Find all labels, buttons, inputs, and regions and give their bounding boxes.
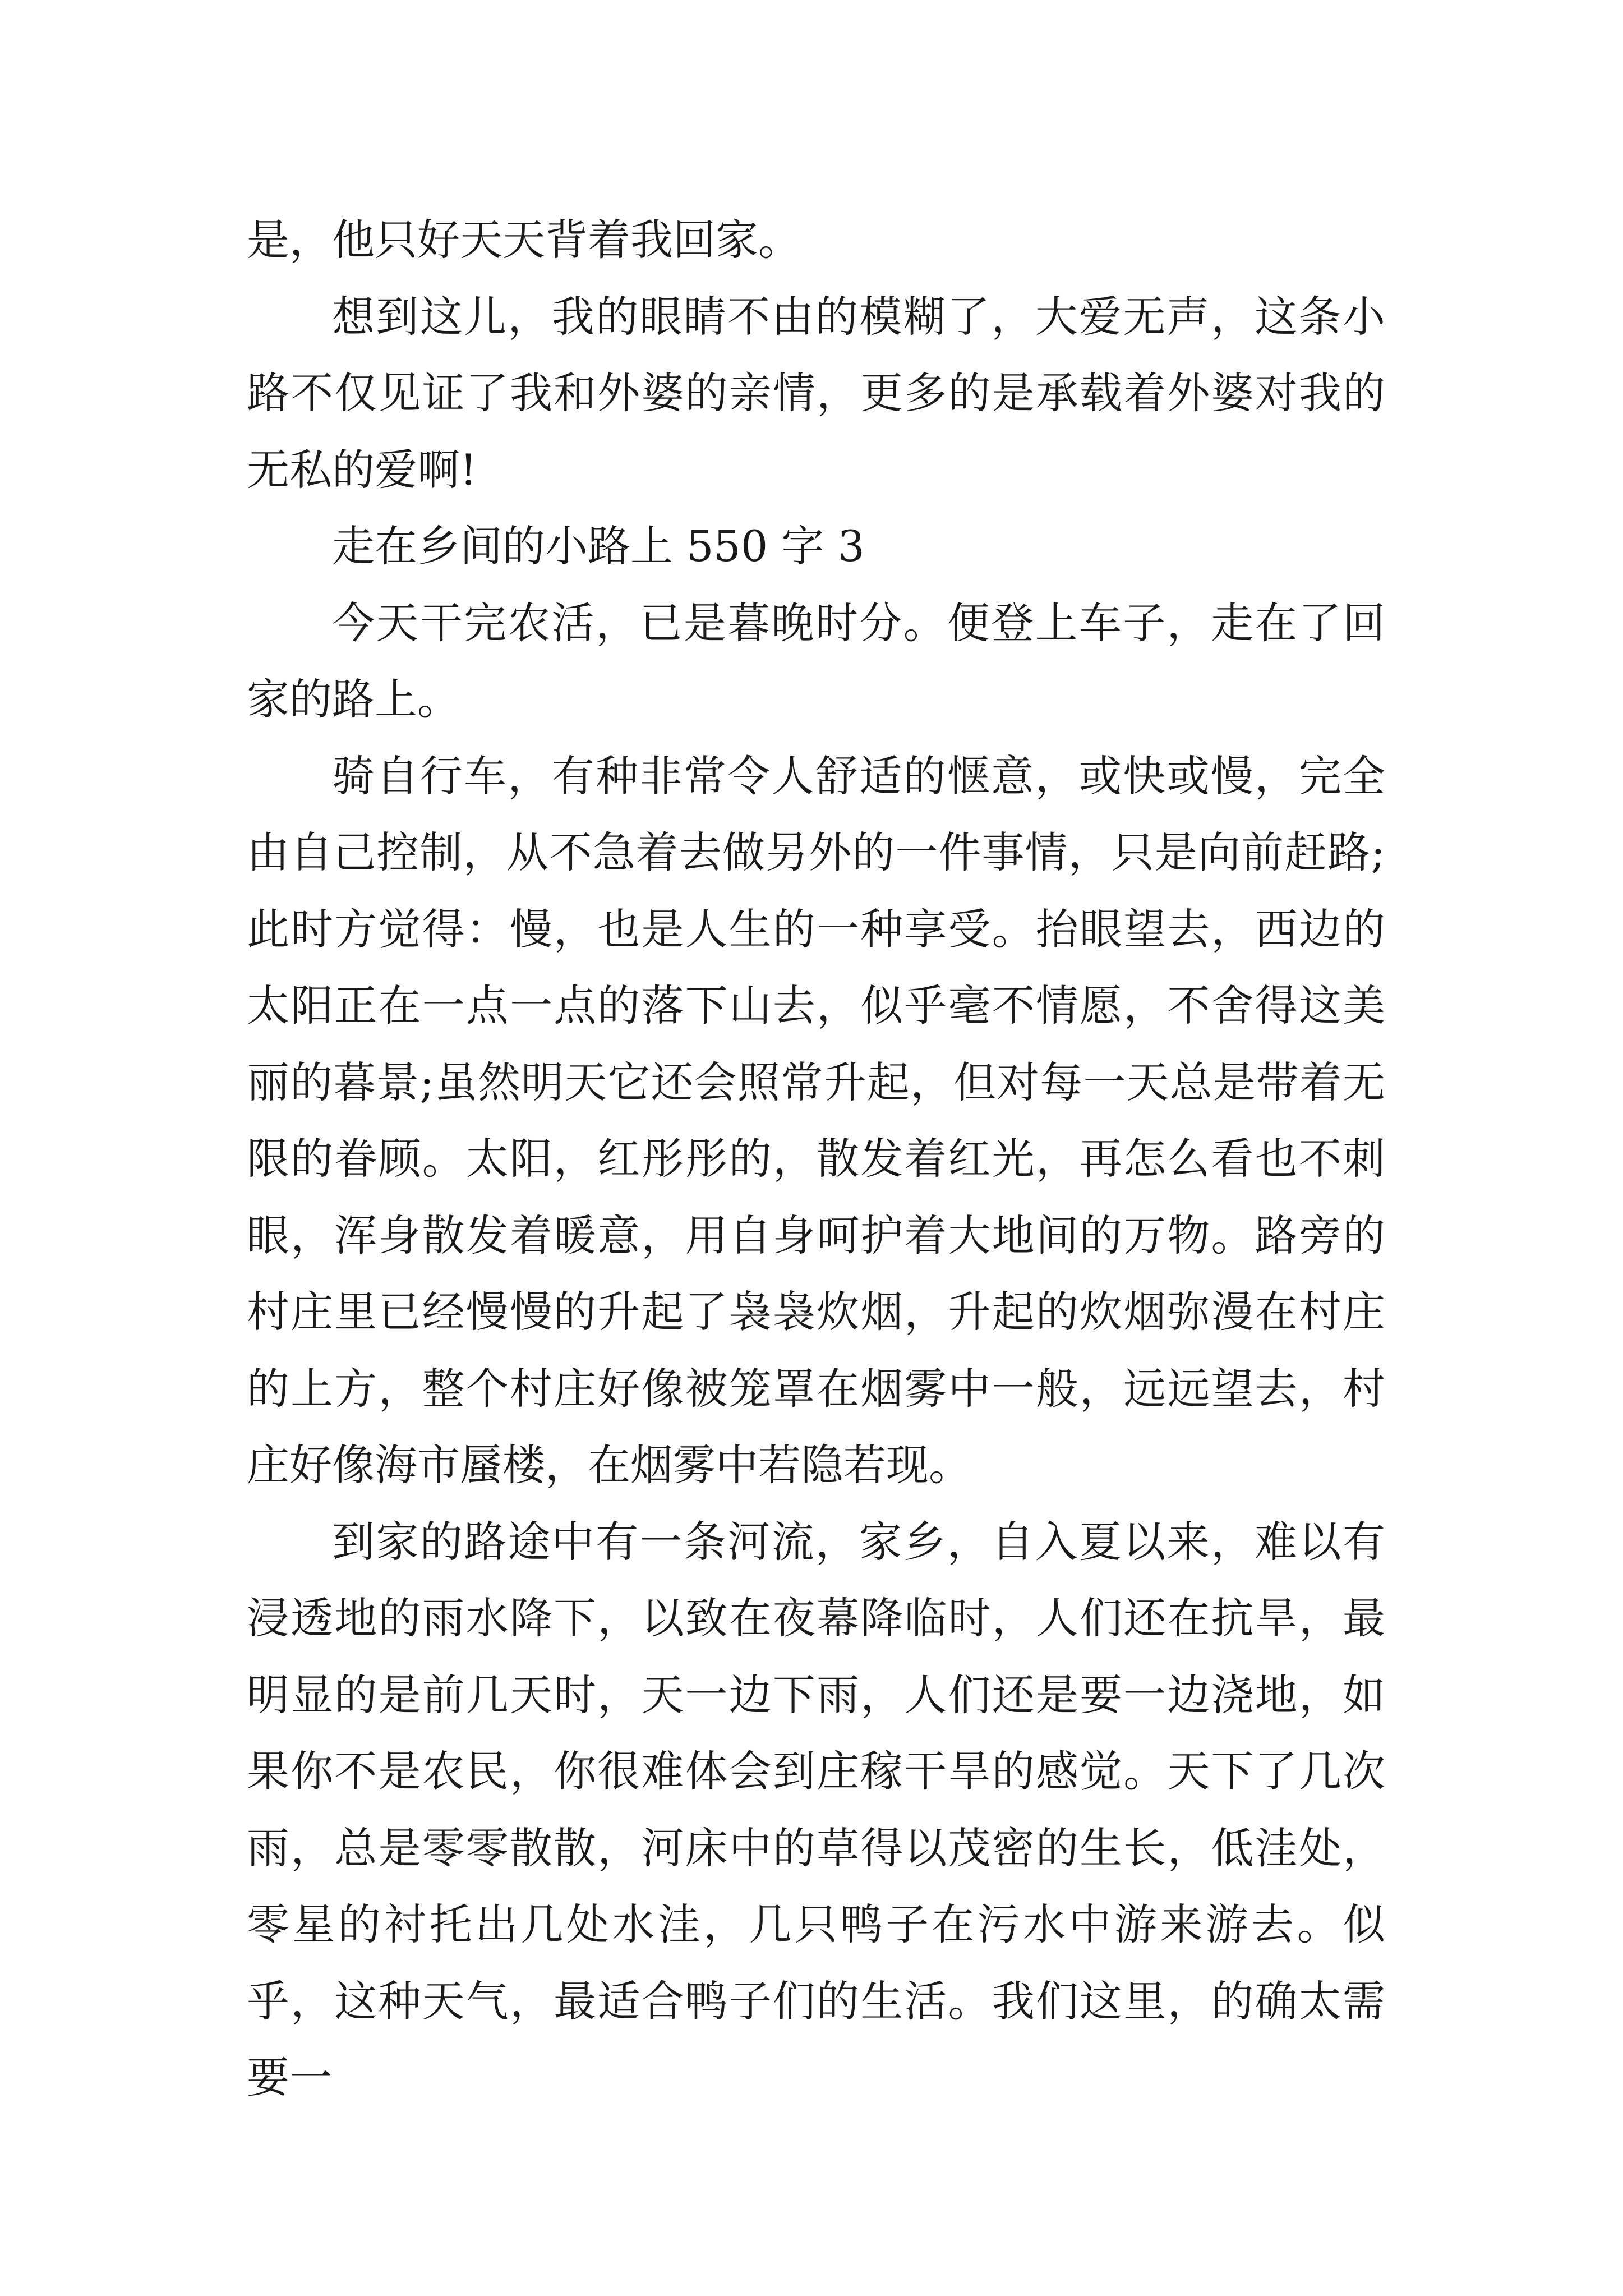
paragraph-evening: 今天干完农活，已是暮晚时分。便登上车子，走在了回家的路上。	[247, 597, 1385, 724]
paragraph-bicycle: 骑自行车，有种非常令人舒适的惬意，或快或慢，完全由自己控制，从不急着去做另外的一件事情，只是向前赶路;此时方觉得：慢，也是人生的一种享受。抬眼望去，西边的太阳正在一点一点的落下山去，似乎毫不情愿，不舍得这美丽的暮景;虽然明天它还会照常升起，但对每一天总是带着无限的眷顾。太阳，红彤彤的，散发着红光，再怎么看也不刺眼，浑身散发着暖意，用自身呵护着大地间的万物。路旁的村庄里已经慢慢的升起了袅袅炊烟，升起的炊烟弥漫在村庄的上方，整个村庄好像被笼罩在烟雾中一般，远远望去，村庄好像海市蜃楼，在烟雾中若隐若现。	[247, 751, 1385, 1490]
paragraph-continuation: 是，他只好天天背着我回家。	[247, 215, 801, 265]
article-body	[247, 202, 1385, 2116]
section-heading: 走在乡间的小路上 550 字 3	[332, 521, 865, 571]
paragraph-reflection: 想到这儿，我的眼睛不由的模糊了，大爱无声，这条小路不仅见证了我和外婆的亲情，更多的是承载着外婆对我的无私的爱啊!	[247, 291, 1385, 495]
paragraph-river: 到家的路途中有一条河流，家乡，自入夏以来，难以有浸透地的雨水降下，以致在夜幕降临时，人们还在抗旱，最明显的是前几天时，天一边下雨，人们还是要一边浇地，如果你不是农民，你很难体会到庄稼干旱的感觉。天下了几次雨，总是零零散散，河床中的草得以茂密的生长，低洼处，零星的衬托出几处水洼，几只鸭子在污水中游来游去。似乎，这种天气，最适合鸭子们的生活。我们这里，的确太需要一	[247, 1516, 1385, 2102]
